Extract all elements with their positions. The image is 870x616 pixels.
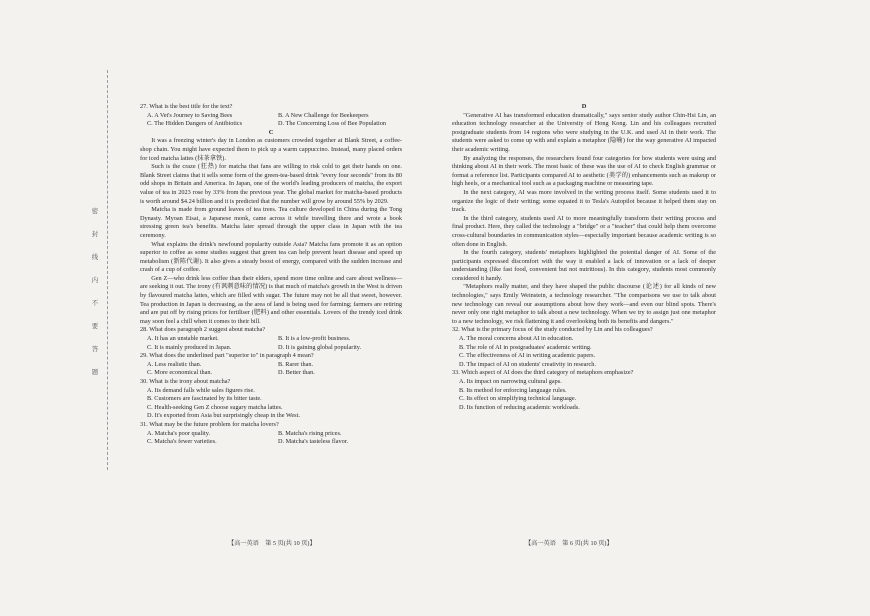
margin-char: 密 xyxy=(91,208,99,215)
passage-c-paragraph-2: Such is the craze (狂热) for matcha that fans are willing to risk cold to get their hands on one. Blank Street claims that it sells some form of the green-tea-based drink "every four seconds" from its 80 odd shops in Britain and America. In Japan, one of the world's leading producers of matcha, the export value of tea in 2023 rose by 33% from the previous year. The global market for matcha-based products is worth around $4.24 billion and it is predicted that the number will grow by around 55% by 2029. xyxy=(140,163,402,205)
option: D. It's exported from Asia but surprisingly cheap in the West. xyxy=(147,412,300,420)
question-29: 29. What does the underlined part "superior to" in paragraph 4 mean? xyxy=(140,352,314,360)
passage-d-paragraph-6: "Metaphors really matter, and they have shaped the public discourse (论述) for all kinds of new technologies," says Emily Weinstein, a technology researcher. "The comparisons we use to talk about new technology can reveal our assumptions about how they work—and even our blind spots. There's never only one right metaphor to talk about a new technology. When we try to assign just one metaphor to a new technology, we risk flattening it and overlooking both its benefits and dangers." xyxy=(452,283,716,325)
question-31: 31. What may be the future problem for matcha lovers? xyxy=(140,420,279,428)
question-28-options-row2 xyxy=(140,344,402,353)
question-27: 27. What is the best title for the text? xyxy=(140,103,233,110)
option: B. It is a low-profit business. xyxy=(278,335,351,343)
passage-c-paragraph-3: Matcha is made from ground leaves of tea trees. Tea culture developed in China during the Tong Dynasty. Myoan Eisai, a Japanese monk, came across it while travelling there and wrote a book stressing green tea's benefits. Matcha later spread through the upper class in Japan with the tea ceremony. xyxy=(140,206,402,239)
passage-d-paragraph-3: In the next category, AI was more involved in the writing process itself. Some students used it to organize the logic of their writing; some equated it to Tesla's Autopilot because it helped them stay on track. xyxy=(452,188,716,214)
option: A. Its demand falls while sales figures rise. xyxy=(147,386,255,394)
option: A. It has an unstable market. xyxy=(147,335,219,343)
option: D. It is gaining global popularity. xyxy=(278,343,362,351)
question-28: 28. What does paragraph 2 suggest about matcha? xyxy=(140,326,266,334)
passage-d-paragraph-5: In the fourth category, students' metaphors highlighted the potential danger of AI. Some of the participants expressed discomfort with the way it enabled a lack of innovation or a lack of deeper understanding (like fast food, convenient but not nutritious). In this category, students most commonly considered it handy. xyxy=(452,249,716,282)
option: B. The role of AI in postgraduates' academic writing. xyxy=(459,343,592,351)
question-32: 32. What is the primary focus of the study conducted by Lin and his colleagues? xyxy=(452,326,653,334)
binding-margin-text xyxy=(88,200,102,384)
question-29-options-row1 xyxy=(140,361,402,370)
section-heading-d: D xyxy=(581,103,587,110)
option: B. Matcha's rising prices. xyxy=(278,429,342,437)
passage-c-paragraph-5: Gen Z—who drink less coffee than their elders, spend more time online and care about wellness—are seeking it out. The irony (有讽刺意味的情况) is that much of matcha's growth in the West is driven by flavoured matcha lattes, which are filled with sugar. The future may not be all that sweet, however. Tea production in Japan is decreasing, as the area of land is being used for farming; farmers are retiring and are put off by rising prices for fertiliser (肥料) and other essentials. Lovers of the trendy iced drink may soon feel a chill when it comes to their bill. xyxy=(140,274,402,325)
option: D. Better than. xyxy=(278,369,315,377)
section-heading-c: C xyxy=(268,128,274,136)
margin-char: 不 xyxy=(91,300,99,307)
option: D. The impact of AI on students' creativity in research. xyxy=(459,360,596,368)
option: B. A New Challenge for Beekeepers xyxy=(278,111,369,119)
question-31-options-row2 xyxy=(140,438,402,447)
question-27-options-row1 xyxy=(140,112,402,121)
margin-char: 线 xyxy=(91,254,99,261)
option: C. Matcha's fewer varieties. xyxy=(147,438,217,446)
option: D. Matcha's tasteless flavor. xyxy=(278,438,349,446)
question-30: 30. What is the irony about matcha? xyxy=(140,378,231,385)
passage-d-paragraph-2: By analyzing the responses, the researchers found four categories for how students were using and thinking about AI in their work. The most basic of these was the use of AI to check English grammar or format a reference list. Participants compared AI to aesthetic (美学的) enhancements such as makeup or high heels, or a mechanical tool such as a packaging machine or measuring tape. xyxy=(452,154,716,188)
left-page-column xyxy=(140,103,402,447)
option: B. Customers are fascinated by its bitter taste. xyxy=(147,395,262,403)
margin-char: 要 xyxy=(91,323,99,330)
question-29-options-row2 xyxy=(140,369,402,378)
option: C. The effectiveness of AI in writing academic papers. xyxy=(459,352,596,360)
question-27-options-row2 xyxy=(140,120,402,129)
passage-d-paragraph-1: "Generative AI has transformed education dramatically," says senior study author Chin-Hsi Lin, an education technology researcher at the University of Hong Kong. Lin and his colleagues recruited postgraduate students from 14 regions who were studying in the U.K. and used AI in their work. The students were asked to come up with and explain a metaphor (隐喻) for the way generative AI impacted their academic writing. xyxy=(452,111,716,153)
option: D. Its function of reducing academic workloads. xyxy=(459,403,580,411)
page-footer-right: 【高一英语 第 6 页(共 10 页)】 xyxy=(525,540,613,547)
margin-char: 答 xyxy=(91,346,99,353)
question-33: 33. Which aspect of AI does the third category of metaphors emphasize? xyxy=(452,369,634,377)
binding-line xyxy=(107,70,108,470)
right-page-column xyxy=(452,103,716,412)
passage-c-paragraph-1: It was a freezing winter's day in London as customers crowded together at Blank Street, a coffee-shop chain. You might have expected them to pick up a warm cappuccino. Instead, many placed orders for iced matcha lattes (抹茶拿铁). xyxy=(140,137,402,162)
option: C. Health-seeking Gen Z choose sugary matcha lattes. xyxy=(147,403,283,411)
option: A. A Vet's Journey to Saving Bees xyxy=(147,111,233,119)
option: C. The Hidden Dangers of Antibiotics xyxy=(147,120,243,128)
option: A. Its impact on narrowing cultural gaps. xyxy=(459,378,562,385)
option: C. It is mainly produced in Japan. xyxy=(147,343,232,351)
option: A. Matcha's poor quality. xyxy=(147,429,211,437)
question-31-options-row1 xyxy=(140,430,402,439)
option: D. The Concerning Loss of Bee Population xyxy=(278,120,387,128)
question-28-options-row1 xyxy=(140,335,402,344)
option: A. Less realistic than. xyxy=(147,360,202,368)
passage-d-paragraph-4: In the third category, students used AI to more meaningfully transform their writing process and final product. Here, they called the technology a "bridge" or a "teacher" that could help them overcome cross-cultural boundaries in communication styles—especially important because academic writing is so often done in English. xyxy=(452,214,716,248)
margin-char: 封 xyxy=(91,231,99,238)
margin-char: 题 xyxy=(91,369,99,376)
option: C. Its effect on simplifying technical language. xyxy=(459,395,577,403)
option: B. Rarer than. xyxy=(278,360,314,368)
option: C. More economical than. xyxy=(147,369,213,377)
page-footer-left: 【高一英语 第 5 页(共 10 页)】 xyxy=(228,540,316,547)
option: B. Its method for enforcing language rules. xyxy=(459,386,567,394)
option: A. The moral concerns about AI in education. xyxy=(459,335,574,343)
margin-char: 内 xyxy=(91,277,99,284)
passage-c-paragraph-4: What explains the drink's newfound popularity outside Asia? Matcha fans promote it as an option superior to coffee as some studies suggest that green tea can help prevent heart disease and speed up metabolism (新陈代谢). It also gives a steady boost of energy, compared with the sudden increase and crash of a cup of coffee. xyxy=(140,240,402,274)
